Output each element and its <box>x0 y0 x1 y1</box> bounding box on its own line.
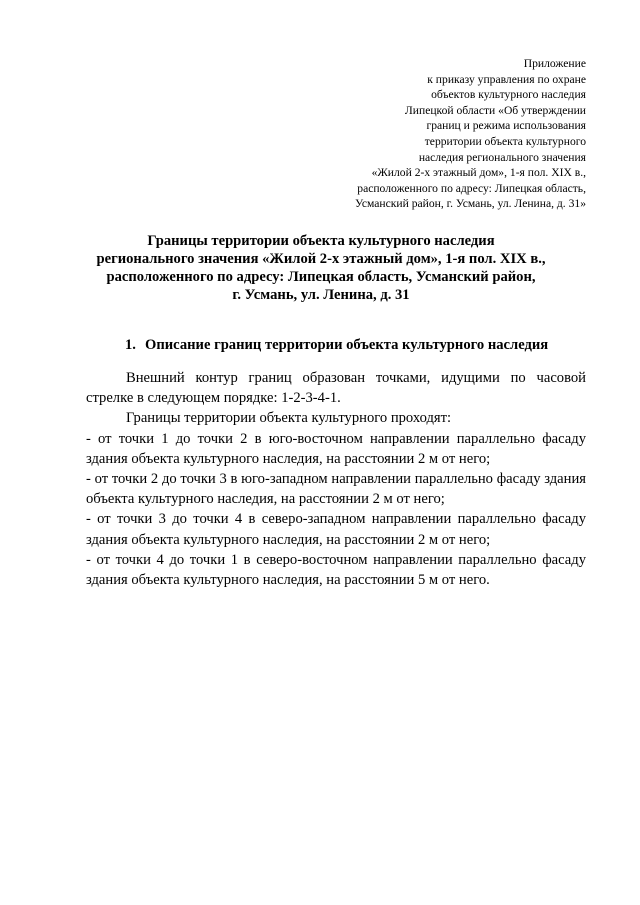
title-line: г. Усмань, ул. Ленина, д. 31 <box>232 287 410 303</box>
appendix-line: «Жилой 2-х этажный дом», 1-я пол. XIX в., <box>371 166 586 180</box>
appendix-line: наследия регионального значения <box>418 150 586 164</box>
appendix-line: территории объекта культурного <box>424 134 586 148</box>
section-heading <box>125 336 585 354</box>
appendix-line: Приложение <box>523 57 586 70</box>
title-line: Границы территории объекта культурного наследия <box>147 233 495 249</box>
section-number: 1. <box>125 337 136 353</box>
appendix-line: Липецкой области «Об утверждении <box>404 103 586 117</box>
body-text <box>86 368 586 590</box>
title-line: регионального значения «Жилой 2-х этажный дом», 1-я пол. XIX в., <box>96 251 546 267</box>
title-line: расположенного по адресу: Липецкая область, Усманский район, <box>106 269 536 285</box>
document-title <box>70 232 572 304</box>
appendix-line: объектов культурного наследия <box>431 88 586 102</box>
paragraph-segment-1-2: - от точки 1 до точки 2 в юго-восточном направлении параллельно фасаду здания объекта культурного наследия, на расстоянии 2 м от него; <box>86 430 586 467</box>
section-heading-text: Описание границ территории объекта культурного наследия <box>145 337 549 353</box>
paragraph-segment-4-1: - от точки 4 до точки 1 в северо-восточном направлении параллельно фасаду здания объекта культурного наследия, на расстоянии 5 м от него. <box>86 551 586 589</box>
appendix-line: Усманский район, г. Усмань, ул. Ленина, д. 31» <box>355 197 586 211</box>
paragraph-segment-3-4: - от точки 3 до точки 4 в северо-западном направлении параллельно фасаду здания объекта культурного наследия, на расстоянии 2 м от него; <box>86 511 586 548</box>
appendix-line: границ и режима использования <box>426 119 586 133</box>
appendix-line: к приказу управления по охране <box>427 72 586 86</box>
appendix-header <box>266 56 586 212</box>
paragraph-contour: Внешний контур границ образован точками, идущими по часовой стрелке в следующем порядке: 1-2-3-4-1. <box>86 370 586 407</box>
appendix-line: расположенного по адресу: Липецкая область, <box>357 181 586 195</box>
paragraph-segment-2-3: - от точки 2 до точки 3 в юго-западном направлении параллельно фасаду здания объекта культурного наследия, на расстоянии 2 м от него; <box>86 471 586 508</box>
paragraph-boundaries-intro: Границы территории объекта культурного проходят: <box>126 410 452 427</box>
